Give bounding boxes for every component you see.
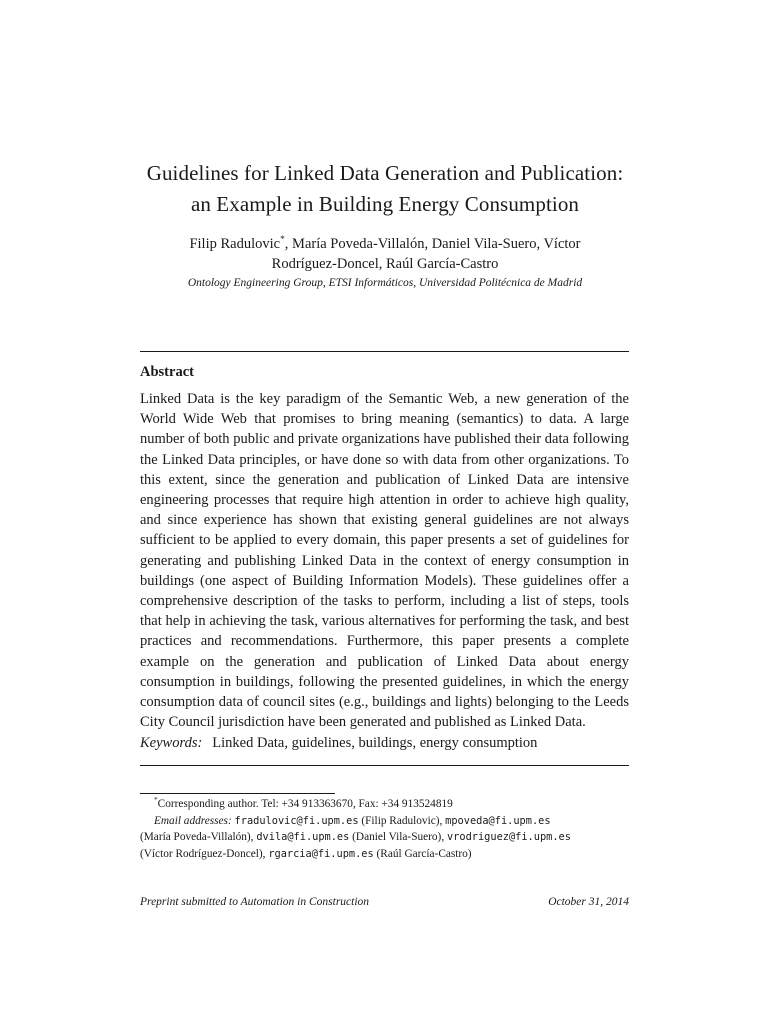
keywords-label: Keywords:	[140, 735, 203, 751]
email-name-1: (Filip Radulovic),	[358, 814, 446, 827]
keywords-text: Linked Data, guidelines, buildings, energy consumption	[212, 735, 538, 751]
email-name-5: (Raúl García-Castro)	[373, 847, 472, 860]
affiliation: Ontology Engineering Group, ETSI Informáticos, Universidad Politécnica de Madrid	[187, 277, 583, 289]
email-link-1[interactable]: fradulovic@fi.upm.es	[234, 814, 359, 827]
email-link-2[interactable]: mpoveda@fi.upm.es	[445, 814, 551, 827]
email-link-5[interactable]: rgarcia@fi.upm.es	[268, 847, 374, 860]
authors-line-2: Rodríguez-Doncel, Raúl García-Castro	[271, 256, 499, 272]
footnote	[140, 796, 630, 862]
abstract-top-rule	[140, 351, 629, 352]
preprint-date: October 31, 2014	[548, 896, 629, 908]
email-label: Email addresses:	[154, 814, 232, 827]
corresponding-text: Corresponding author. Tel: +34 913363670, Fax: +34 913524819	[157, 798, 453, 810]
footnote-marker: *	[154, 795, 158, 805]
abstract-heading: Abstract	[140, 364, 194, 380]
footnote-rule	[140, 793, 335, 794]
footnote-emails-line-2	[140, 829, 630, 846]
keywords	[140, 735, 629, 752]
email-link-4[interactable]: vrodriguez@fi.upm.es	[446, 831, 571, 843]
email-name-2: (María Poveda-Villalón),	[140, 831, 257, 843]
author-list	[100, 234, 670, 274]
footnote-emails-line-3	[140, 846, 630, 863]
authors-line-1	[100, 234, 670, 254]
preprint-note: Preprint submitted to Automation in Construction	[140, 896, 370, 908]
footnote-emails-line-1	[140, 813, 630, 830]
footnote-corresponding	[140, 796, 630, 813]
email-name-4: (Víctor Rodríguez-Doncel),	[140, 847, 269, 860]
title-line-1: Guidelines for Linked Data Generation and Publication:	[146, 161, 624, 185]
email-link-3[interactable]: dvila@fi.upm.es	[256, 831, 350, 843]
corresponding-author-marker: *	[280, 235, 285, 246]
email-name-3: (Daniel Vila-Suero),	[349, 831, 447, 843]
first-author: Filip Radulovic	[189, 236, 281, 252]
authors-line-1-rest: , María Poveda-Villalón, Daniel Vila-Suero, Víctor	[284, 236, 581, 252]
abstract-body: Linked Data is the key paradigm of the Semantic Web, a new generation of the World Wide Web that promises to bring meaning (semantics) to data. A large number of both public and private organizations have published their data following the Linked Data principles, or have done so with data from other organizations. To this extent, since the generation and publication of Linked Data are intensive engineering processes that require high attention in order to achieve high quality, and since experience has shown that existing general guidelines are not always sufficient to be applied to every domain, this paper presents a set of guidelines for generating and publishing Linked Data in the context of energy consumption in buildings (one aspect of Building Information Models). These guidelines offer a comprehensive description of the tasks to perform, including a list of steps, tools that help in achieving the task, various alternatives for performing the task, and best practices and recommendations. Furthermore, this paper presents a complete example on the generation and publication of Linked Data about energy consumption in buildings, following the presented guidelines, in which the energy consumption data of council sites (e.g., buildings and lights) belonging to the Leeds City Council jurisdiction have been generated and published as Linked Data.	[140, 391, 629, 731]
paper-title	[100, 158, 670, 220]
abstract-bottom-rule	[140, 765, 629, 766]
title-line-2: an Example in Building Energy Consumption	[190, 192, 580, 216]
